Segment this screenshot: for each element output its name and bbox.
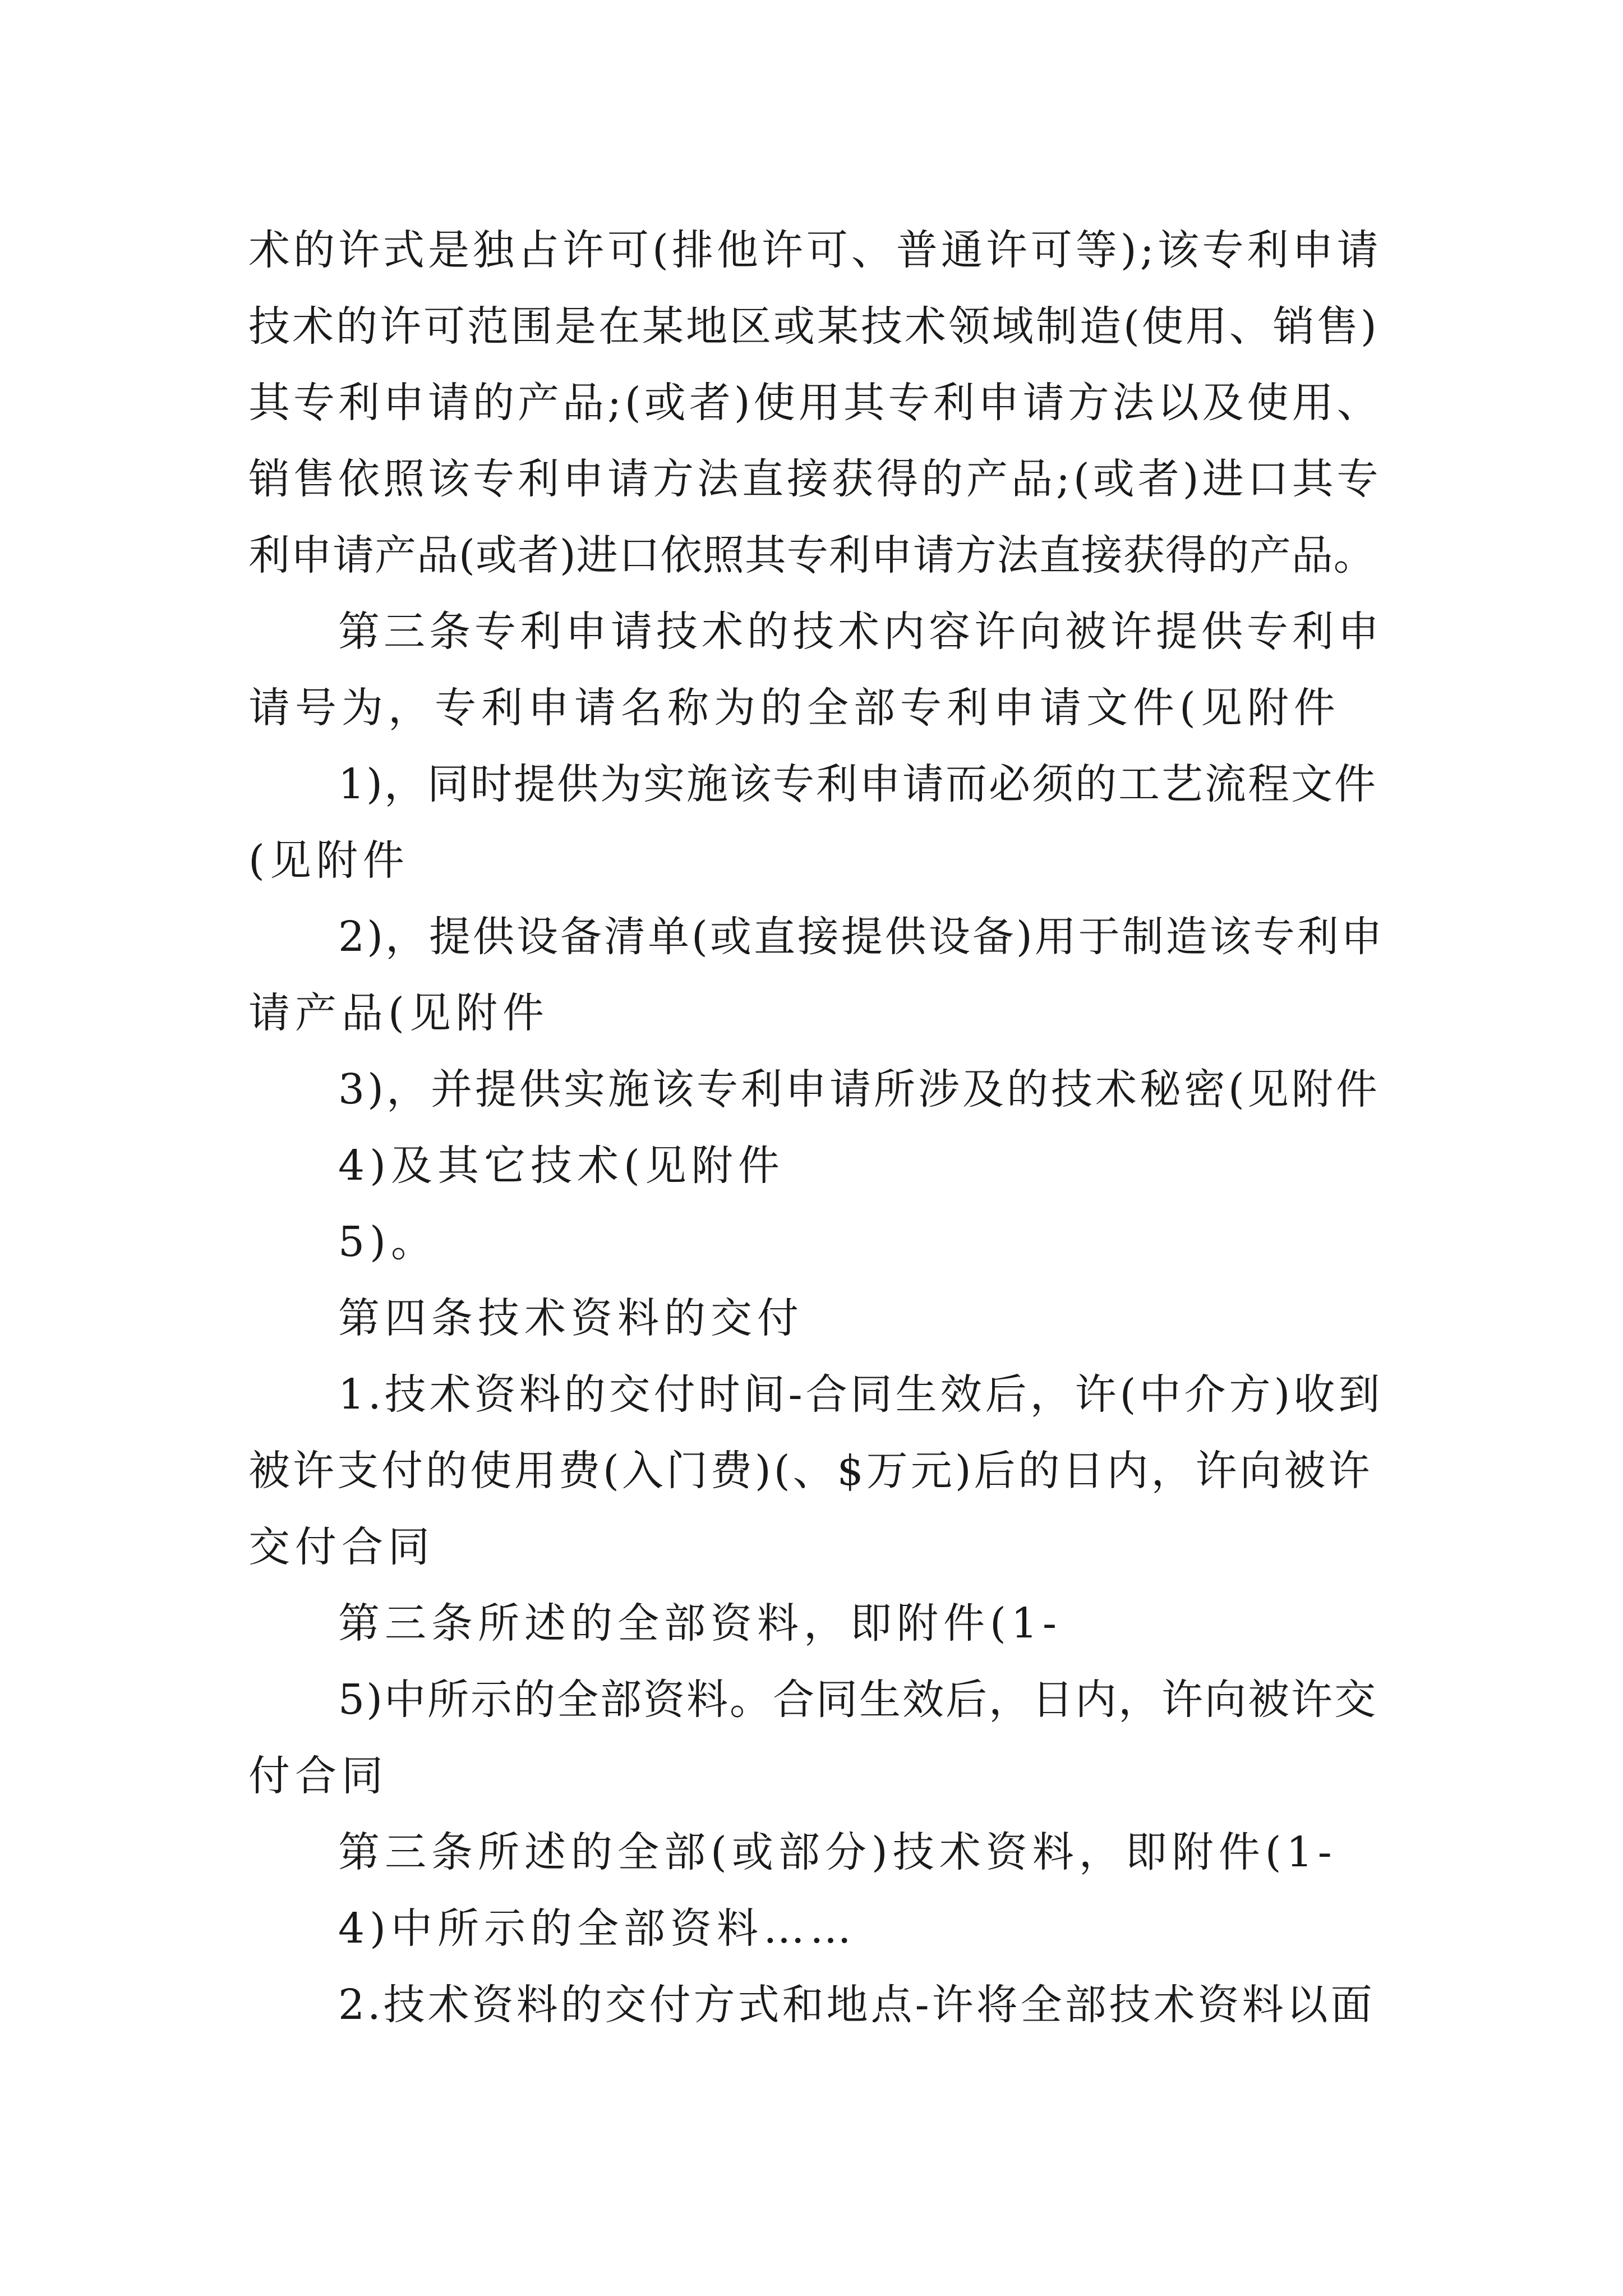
text-line: 5)。: [338, 1218, 437, 1266]
text-line: 1.技术资料的交付时间-合同生效后，许(中介方)收到: [338, 1370, 1384, 1419]
text-line: 术的许式是独占许可(排他许可、普通许可等);该专利申请: [248, 226, 1382, 274]
text-line: 3)，并提供实施该专利申请所涉及的技术秘密(见附件: [338, 1065, 1380, 1114]
text-line: 利申请产品(或者)进口依照其专利申请方法直接获得的产品。: [248, 531, 1376, 579]
text-line: 交付合同: [248, 1523, 435, 1571]
text-line: (见附件: [248, 836, 409, 885]
text-line: 技术的许可范围是在某地区或某技术领域制造(使用、销售): [248, 302, 1379, 351]
text-line: 2.技术资料的交付方式和地点-许将全部技术资料以面: [338, 1981, 1375, 2029]
text-line: 5)中所示的全部资料。合同生效后，日内，许向被许交: [338, 1676, 1377, 1724]
document-body: [248, 212, 1387, 2043]
text-line: 4)中所示的全部资料……: [338, 1904, 856, 1953]
text-line: 请产品(见附件: [248, 989, 549, 1037]
text-line: 销售依照该专利申请方法直接获得的产品;(或者)进口其专: [248, 455, 1382, 503]
text-line: 第三条所述的全部(或部分)技术资料，即附件(1-: [338, 1828, 1337, 1876]
text-line: 第四条技术资料的交付: [338, 1294, 804, 1342]
text-line: 被许支付的使用费(入门费)(、$万元)后的日内，许向被许: [248, 1447, 1373, 1495]
text-line: 2)，提供设备清单(或直接提供设备)用于制造该专利申: [338, 913, 1385, 961]
text-line: 请号为，专利申请名称为的全部专利申请文件(见附件: [248, 684, 1340, 732]
text-line: 1)，同时提供为实施该专利申请而必须的工艺流程文件: [338, 760, 1377, 808]
text-line: 第三条专利申请技术的技术内容许向被许提供专利申: [338, 608, 1383, 656]
text-line: 4)及其它技术(见附件: [338, 1142, 785, 1190]
text-line: 第三条所述的全部资料，即附件(1-: [338, 1599, 1062, 1648]
text-line: 付合同: [248, 1752, 388, 1800]
text-line: 其专利申请的产品;(或者)使用其专利申请方法以及使用、: [248, 379, 1382, 427]
